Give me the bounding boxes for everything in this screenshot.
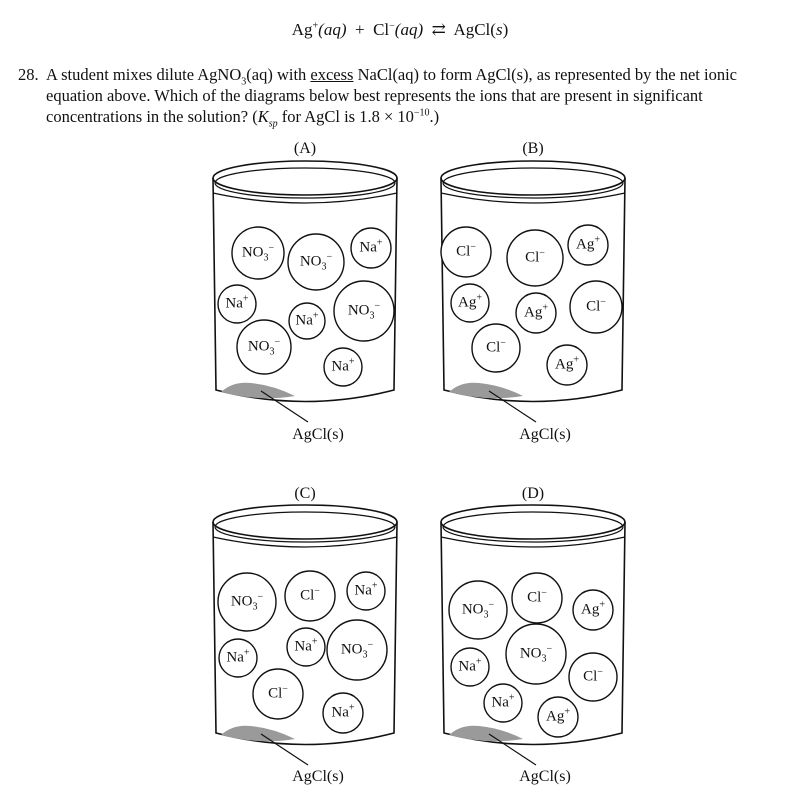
beaker-rim-inner	[215, 512, 395, 542]
ion-label: Ag+	[458, 292, 482, 311]
beaker-rim	[213, 505, 397, 539]
ion-label: $NO_3^-$	[519, 643, 553, 665]
ion-label: Cl−	[300, 585, 320, 604]
choice-label: (C)	[294, 485, 316, 502]
ion-label: Ag+	[524, 302, 548, 321]
agcl-precipitate-label: AgCl(s)	[519, 426, 571, 443]
ion-label: Na+	[225, 293, 249, 312]
ion-label: Cl−	[527, 587, 547, 606]
choice-label: (A)	[293, 140, 317, 157]
agcl-precipitate-label: AgCl(s)	[519, 768, 571, 785]
product-agcl: AgCl(s)	[453, 20, 509, 39]
beaker-rim	[213, 161, 397, 195]
ion-label: $NO_3^-$	[461, 599, 495, 621]
ion-label: Ag+	[546, 706, 570, 725]
choice-label: (D)	[521, 485, 545, 502]
agcl-precipitate	[221, 726, 295, 742]
ion-label: Cl−	[486, 337, 506, 356]
ion-label: Na+	[331, 356, 355, 375]
beaker-rim	[441, 505, 625, 539]
question-text: A student mixes dilute AgNO$_3$(aq) with excess NaCl(aq) to form AgCl(s), as represented by the net ionic equation above. Which of the diagrams below best represents the ions that are present in significant concentrations in the solution? ($K_{sp}$ for AgCl is $1.8 \times 10^{-10}$.)	[46, 65, 738, 130]
ion-label: Na+	[226, 647, 250, 666]
ion-label: Na+	[491, 692, 515, 711]
chloride-ion: Cl−(aq)	[373, 20, 424, 39]
ion-label: $NO_3^-$	[340, 639, 374, 661]
question-number: 28.	[18, 65, 39, 84]
excess-underlined: excess	[310, 65, 354, 84]
ion-label: $NO_3^-$	[247, 336, 281, 358]
ion-label: $NO_3^-$	[230, 591, 264, 613]
ion-label: Cl−	[583, 666, 603, 685]
ion-label: Cl−	[456, 241, 476, 260]
beaker-rim-inner	[443, 512, 623, 542]
beaker-rim-inner	[215, 168, 395, 198]
beaker-rim	[441, 161, 625, 195]
ion-label: Na+	[331, 702, 355, 721]
beaker-rim-inner	[443, 168, 623, 198]
ion-label: Cl−	[525, 247, 545, 266]
ion-label: Na+	[295, 310, 319, 329]
agcl-precipitate	[221, 383, 295, 399]
ion-label: $NO_3^-$	[299, 251, 333, 273]
ion-label: Na+	[294, 636, 318, 655]
agcl-precipitate-label: AgCl(s)	[292, 426, 344, 443]
ion-label: $NO_3^-$	[347, 300, 381, 322]
agcl-precipitate	[449, 383, 523, 399]
ion-label: Cl−	[586, 296, 606, 315]
agcl-precipitate	[449, 726, 523, 742]
ion-label: Ag+	[581, 599, 605, 618]
silver-ion: Ag+(aq)	[291, 20, 347, 39]
ion-label: Ag+	[555, 354, 579, 373]
plus-sign: +	[355, 20, 365, 39]
ion-label: Na+	[458, 656, 482, 675]
ion-label: Na+	[354, 580, 378, 599]
ion-label: Cl−	[268, 683, 288, 702]
agcl-precipitate-label: AgCl(s)	[292, 768, 344, 785]
equilibrium-arrow: ⇄	[431, 20, 446, 39]
ion-label: Ag+	[576, 234, 600, 253]
ion-label: Na+	[359, 237, 383, 256]
ion-label: $NO_3^-$	[241, 242, 275, 264]
choice-label: (B)	[522, 140, 544, 157]
